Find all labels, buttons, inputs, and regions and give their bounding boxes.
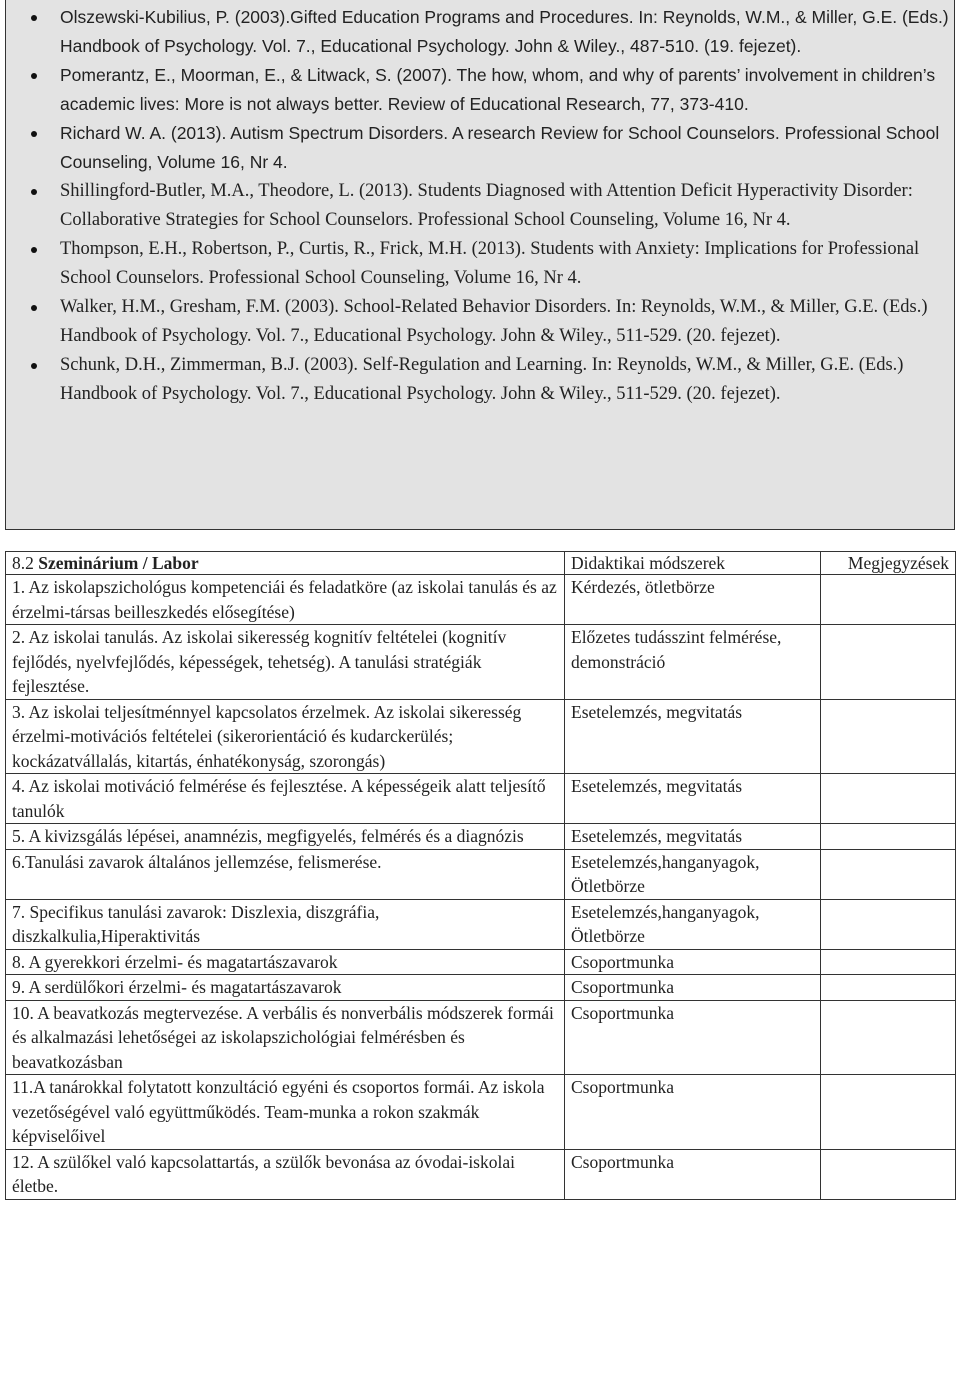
topic-cell: 6.Tanulási zavarok általános jellemzése, felismerése. (6, 849, 565, 899)
method-cell: Csoportmunka (565, 975, 821, 1001)
reference-text: Olszewski-Kubilius, P. (2003).Gifted Education Programs and Procedures. In: Reynolds, W.M., & Miller, G.E. (Eds.) Handbook of Psychology. Vol. 7., Educational Psychology. John & Wiley., 487-510. (19. fejezet). (60, 7, 949, 56)
reference-item (6, 351, 960, 409)
bullet-icon (31, 363, 37, 369)
table-row (6, 1000, 956, 1075)
table-row (6, 1149, 956, 1199)
reference-text: Richard W. A. (2013). Autism Spectrum Disorders. A research Review for School Counselors. Professional School Counseling, Volume 16, Nr 4. (60, 123, 940, 172)
table-row (6, 625, 956, 700)
reference-item (6, 293, 960, 351)
note-cell (821, 849, 956, 899)
bullet-icon (31, 189, 37, 195)
bullet-icon (31, 131, 37, 137)
topic-cell: 10. A beavatkozás megtervezése. A verbális és nonverbális módszerek formái és alkalmazási lehetőségei az iskolapszichológiai felmérésben és beavatkozásban (6, 1000, 565, 1075)
topic-cell: 7. Specifikus tanulási zavarok: Diszlexia, diszgráfia, diszkalkulia,Hiperaktivitás (6, 899, 565, 949)
note-cell (821, 975, 956, 1001)
method-cell: Esetelemzés, megvitatás (565, 824, 821, 850)
notes-header: Megjegyzések (821, 552, 956, 575)
note-cell (821, 625, 956, 700)
reference-item (6, 177, 960, 235)
reference-item (6, 235, 960, 293)
reference-text: Shillingford-Butler, M.A., Theodore, L. (2013). Students Diagnosed with Attention Deficit Hyperactivity Disorder: Collaborative Strategies for School Counselors. Professional School Counseling, Volume 16, Nr 4. (60, 181, 913, 230)
methods-header: Didaktikai módszerek (565, 552, 821, 575)
table-row (6, 975, 956, 1001)
reference-text: Walker, H.M., Gresham, F.M. (2003). School-Related Behavior Disorders. In: Reynolds, W.M., & Miller, G.E. (Eds.) Handbook of Psychology. Vol. 7., Educational Psychology. John & Wiley., 511-529. (20. fejezet). (60, 297, 928, 346)
method-cell: Esetelemzés, megvitatás (565, 774, 821, 824)
method-cell: Esetelemzés,hanganyagok, Ötletbörze (565, 849, 821, 899)
seminar-title-cell (6, 552, 565, 575)
table-row (6, 1075, 956, 1150)
bullet-icon (31, 73, 37, 79)
method-cell: Csoportmunka (565, 1000, 821, 1075)
topic-cell: 4. Az iskolai motiváció felmérése és fejlesztése. A képességeik alatt teljesítő tanulók (6, 774, 565, 824)
note-cell (821, 774, 956, 824)
note-cell (821, 1149, 956, 1199)
topic-cell: 9. A serdülőkori érzelmi- és magatartászavarok (6, 975, 565, 1001)
bullet-icon (31, 305, 37, 311)
method-cell: Kérdezés, ötletbörze (565, 575, 821, 625)
note-cell (821, 899, 956, 949)
method-cell: Csoportmunka (565, 949, 821, 975)
note-cell (821, 1000, 956, 1075)
section-gap (0, 530, 960, 552)
table-row (6, 575, 956, 625)
method-cell: Esetelemzés,hanganyagok, Ötletbörze (565, 899, 821, 949)
method-cell: Előzetes tudásszint felmérése, demonstráció (565, 625, 821, 700)
section-title: Szeminárium / Labor (38, 553, 199, 573)
method-cell: Csoportmunka (565, 1149, 821, 1199)
reference-list (6, 0, 954, 409)
note-cell (821, 1075, 956, 1150)
reference-item (6, 61, 960, 119)
topic-cell: 12. A szülőkel való kapcsolattartás, a szülők bevonása az óvodai-iskolai életbe. (6, 1149, 565, 1199)
topic-cell: 3. Az iskolai teljesítménnyel kapcsolatos érzelmek. Az iskolai sikeresség érzelmi-motivációs feltételei (sikerorientáció és kudarckerülés; kockázatvállalás, kitartás, énhatékonyság, szorongás) (6, 699, 565, 774)
note-cell (821, 575, 956, 625)
reference-item (6, 3, 960, 61)
topic-cell: 8. A gyerekkori érzelmi- és magatartászavarok (6, 949, 565, 975)
table-row (6, 699, 956, 774)
table-row (6, 824, 956, 850)
topic-cell: 11.A tanárokkal folytatott konzultáció egyéni és csoportos formái. Az iskola vezetőségével való együttműködés. Team-munka a rokon szakmák képviselőivel (6, 1075, 565, 1150)
reference-text: Schunk, D.H., Zimmerman, B.J. (2003). Self-Regulation and Learning. In: Reynolds, W.M., & Miller, G.E. (Eds.) Handbook of Psychology. Vol. 7., Educational Psychology. John & Wiley., 511-529. (20. fejezet). (60, 355, 904, 404)
note-cell (821, 699, 956, 774)
bibliography-box (5, 0, 955, 530)
note-cell (821, 824, 956, 850)
reference-item (6, 119, 960, 177)
table-row (6, 849, 956, 899)
note-cell (821, 949, 956, 975)
bullet-icon (31, 247, 37, 253)
section-number: 8.2 (12, 553, 34, 573)
table-row (6, 774, 956, 824)
method-cell: Esetelemzés, megvitatás (565, 699, 821, 774)
seminar-table (5, 551, 956, 1200)
seminar-header-row (6, 552, 956, 575)
table-row (6, 899, 956, 949)
table-row (6, 949, 956, 975)
topic-cell: 1. Az iskolapszichológus kompetenciái és feladatköre (az iskolai tanulás és az érzelmi-társas beilleszkedés elősegítése) (6, 575, 565, 625)
topic-cell: 2. Az iskolai tanulás. Az iskolai sikeresség kognitív feltételei (kognitív fejlődés, nyelvfejlődés, képességek, tehetség). A tanulási stratégiák fejlesztése. (6, 625, 565, 700)
bullet-icon (31, 15, 37, 21)
topic-cell: 5. A kivizsgálás lépései, anamnézis, megfigyelés, felmérés és a diagnózis (6, 824, 565, 850)
reference-text: Pomerantz, E., Moorman, E., & Litwack, S. (2007). The how, whom, and why of parents’ involvement in children’s academic lives: More is not always better. Review of Educational Research, 77, 373-410. (60, 65, 936, 114)
method-cell: Csoportmunka (565, 1075, 821, 1150)
reference-text: Thompson, E.H., Robertson, P., Curtis, R., Frick, M.H. (2013). Students with Anxiety: Implications for Professional School Counselors. Professional School Counseling, Volume 16, Nr 4. (60, 239, 920, 288)
